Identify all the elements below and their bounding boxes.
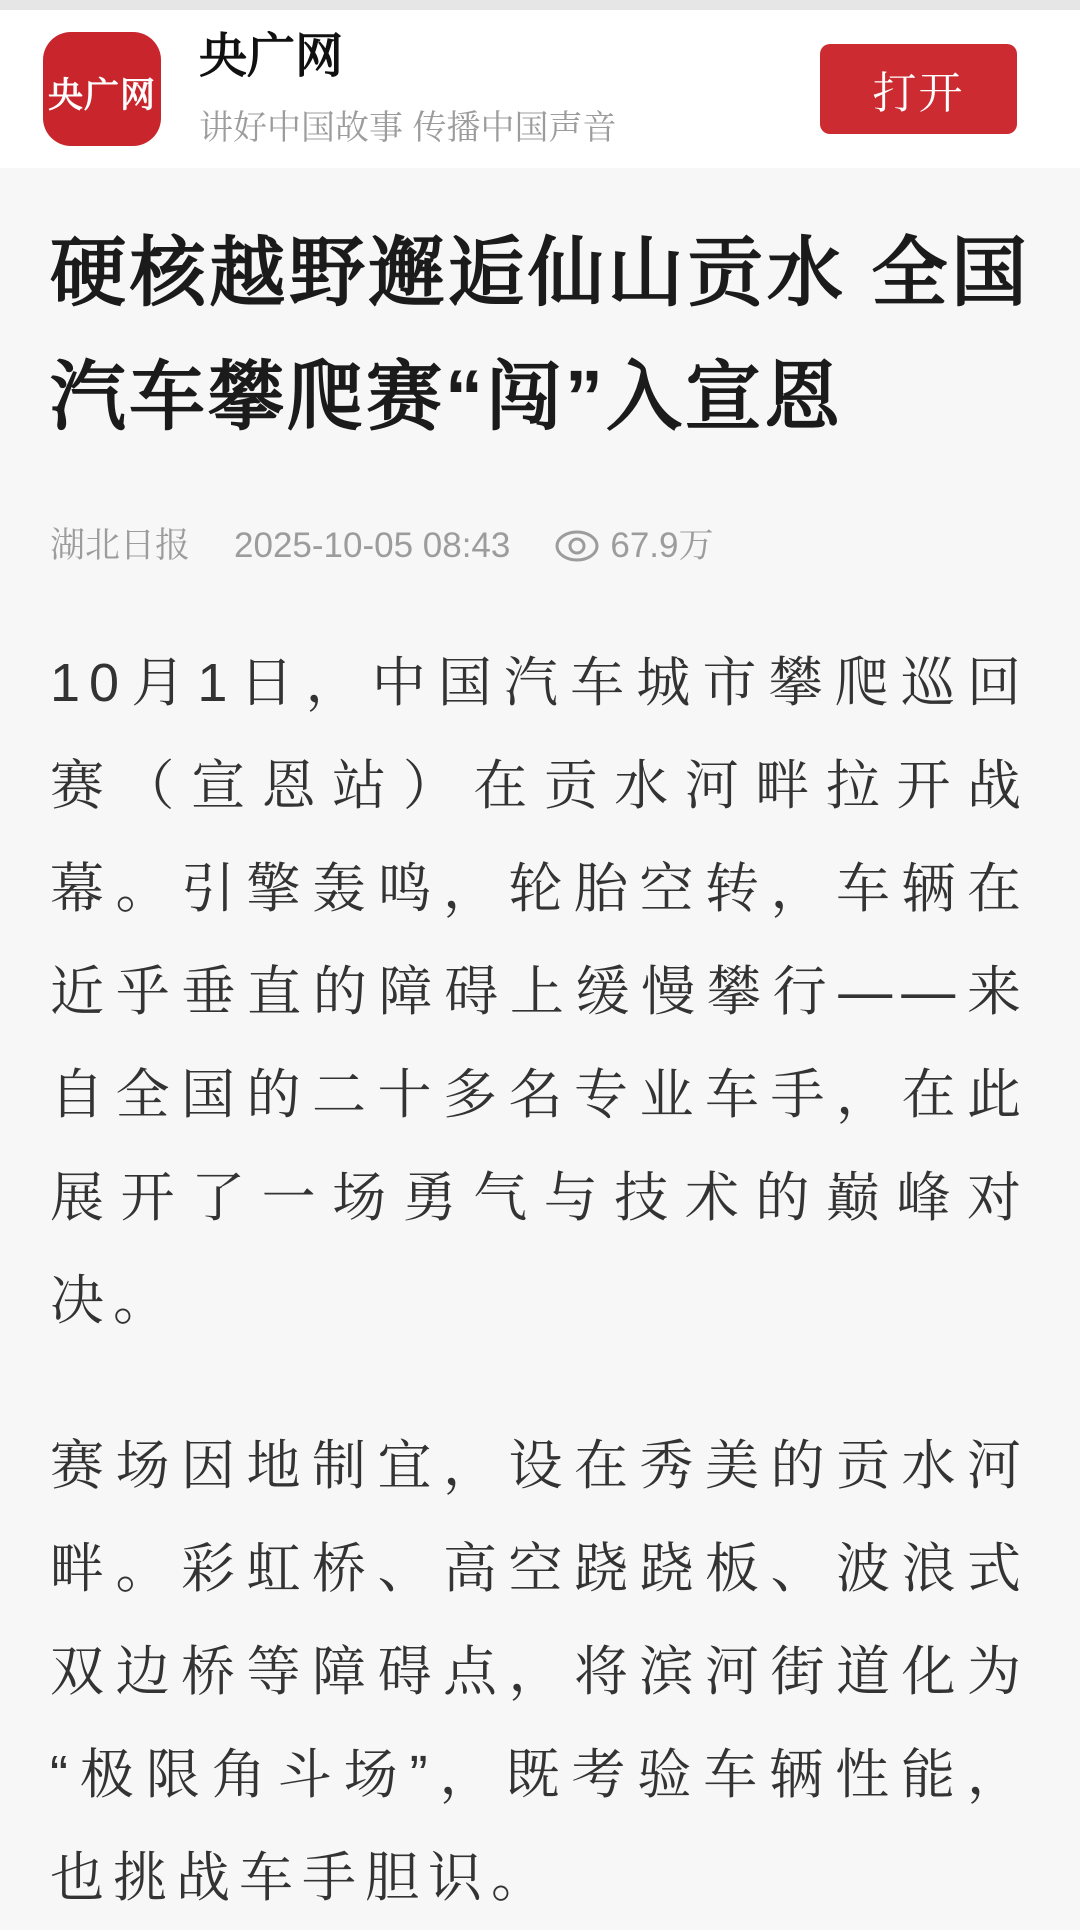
view-count-text: 67.9万 xyxy=(610,526,714,565)
app-logo[interactable] xyxy=(43,32,161,146)
view-count xyxy=(554,524,713,568)
publish-time: 2025-10-05 08:43 xyxy=(234,526,511,565)
source-name: 湖北日报 xyxy=(50,526,191,565)
app-logo-text: 央广网 xyxy=(47,76,156,115)
article xyxy=(0,212,1080,1930)
app-name: 央广网 xyxy=(199,29,344,83)
top-strip xyxy=(0,0,1080,10)
article-body xyxy=(50,632,1030,1930)
article-meta xyxy=(50,524,1030,568)
open-app-button[interactable]: 打开 xyxy=(820,44,1017,134)
app-open-banner xyxy=(0,10,1080,168)
article-paragraph: 10月1日，中国汽车城市攀爬巡回赛（宣恩站）在贡水河畔拉开战幕。引擎轰鸣，轮胎空转，车辆在近乎垂直的障碍上缓慢攀行——来自全国的二十多名专业车手，在此展开了一场勇气与技术的巅峰对决。 xyxy=(50,653,1030,1331)
app-tagline: 讲好中国故事 传播中国声音 xyxy=(199,109,617,148)
article-paragraph: 赛场因地制宜，设在秀美的贡水河畔。彩虹桥、高空跷跷板、波浪式双边桥等障碍点，将滨河街道化为“极限角斗场”，既考验车辆性能，也挑战车手胆识。 xyxy=(50,1436,1030,1908)
article-title: 硬核越野邂逅仙山贡水 全国汽车攀爬赛“闯”入宣恩 xyxy=(50,231,1030,440)
app-info xyxy=(199,29,820,149)
eye-icon xyxy=(554,529,600,563)
